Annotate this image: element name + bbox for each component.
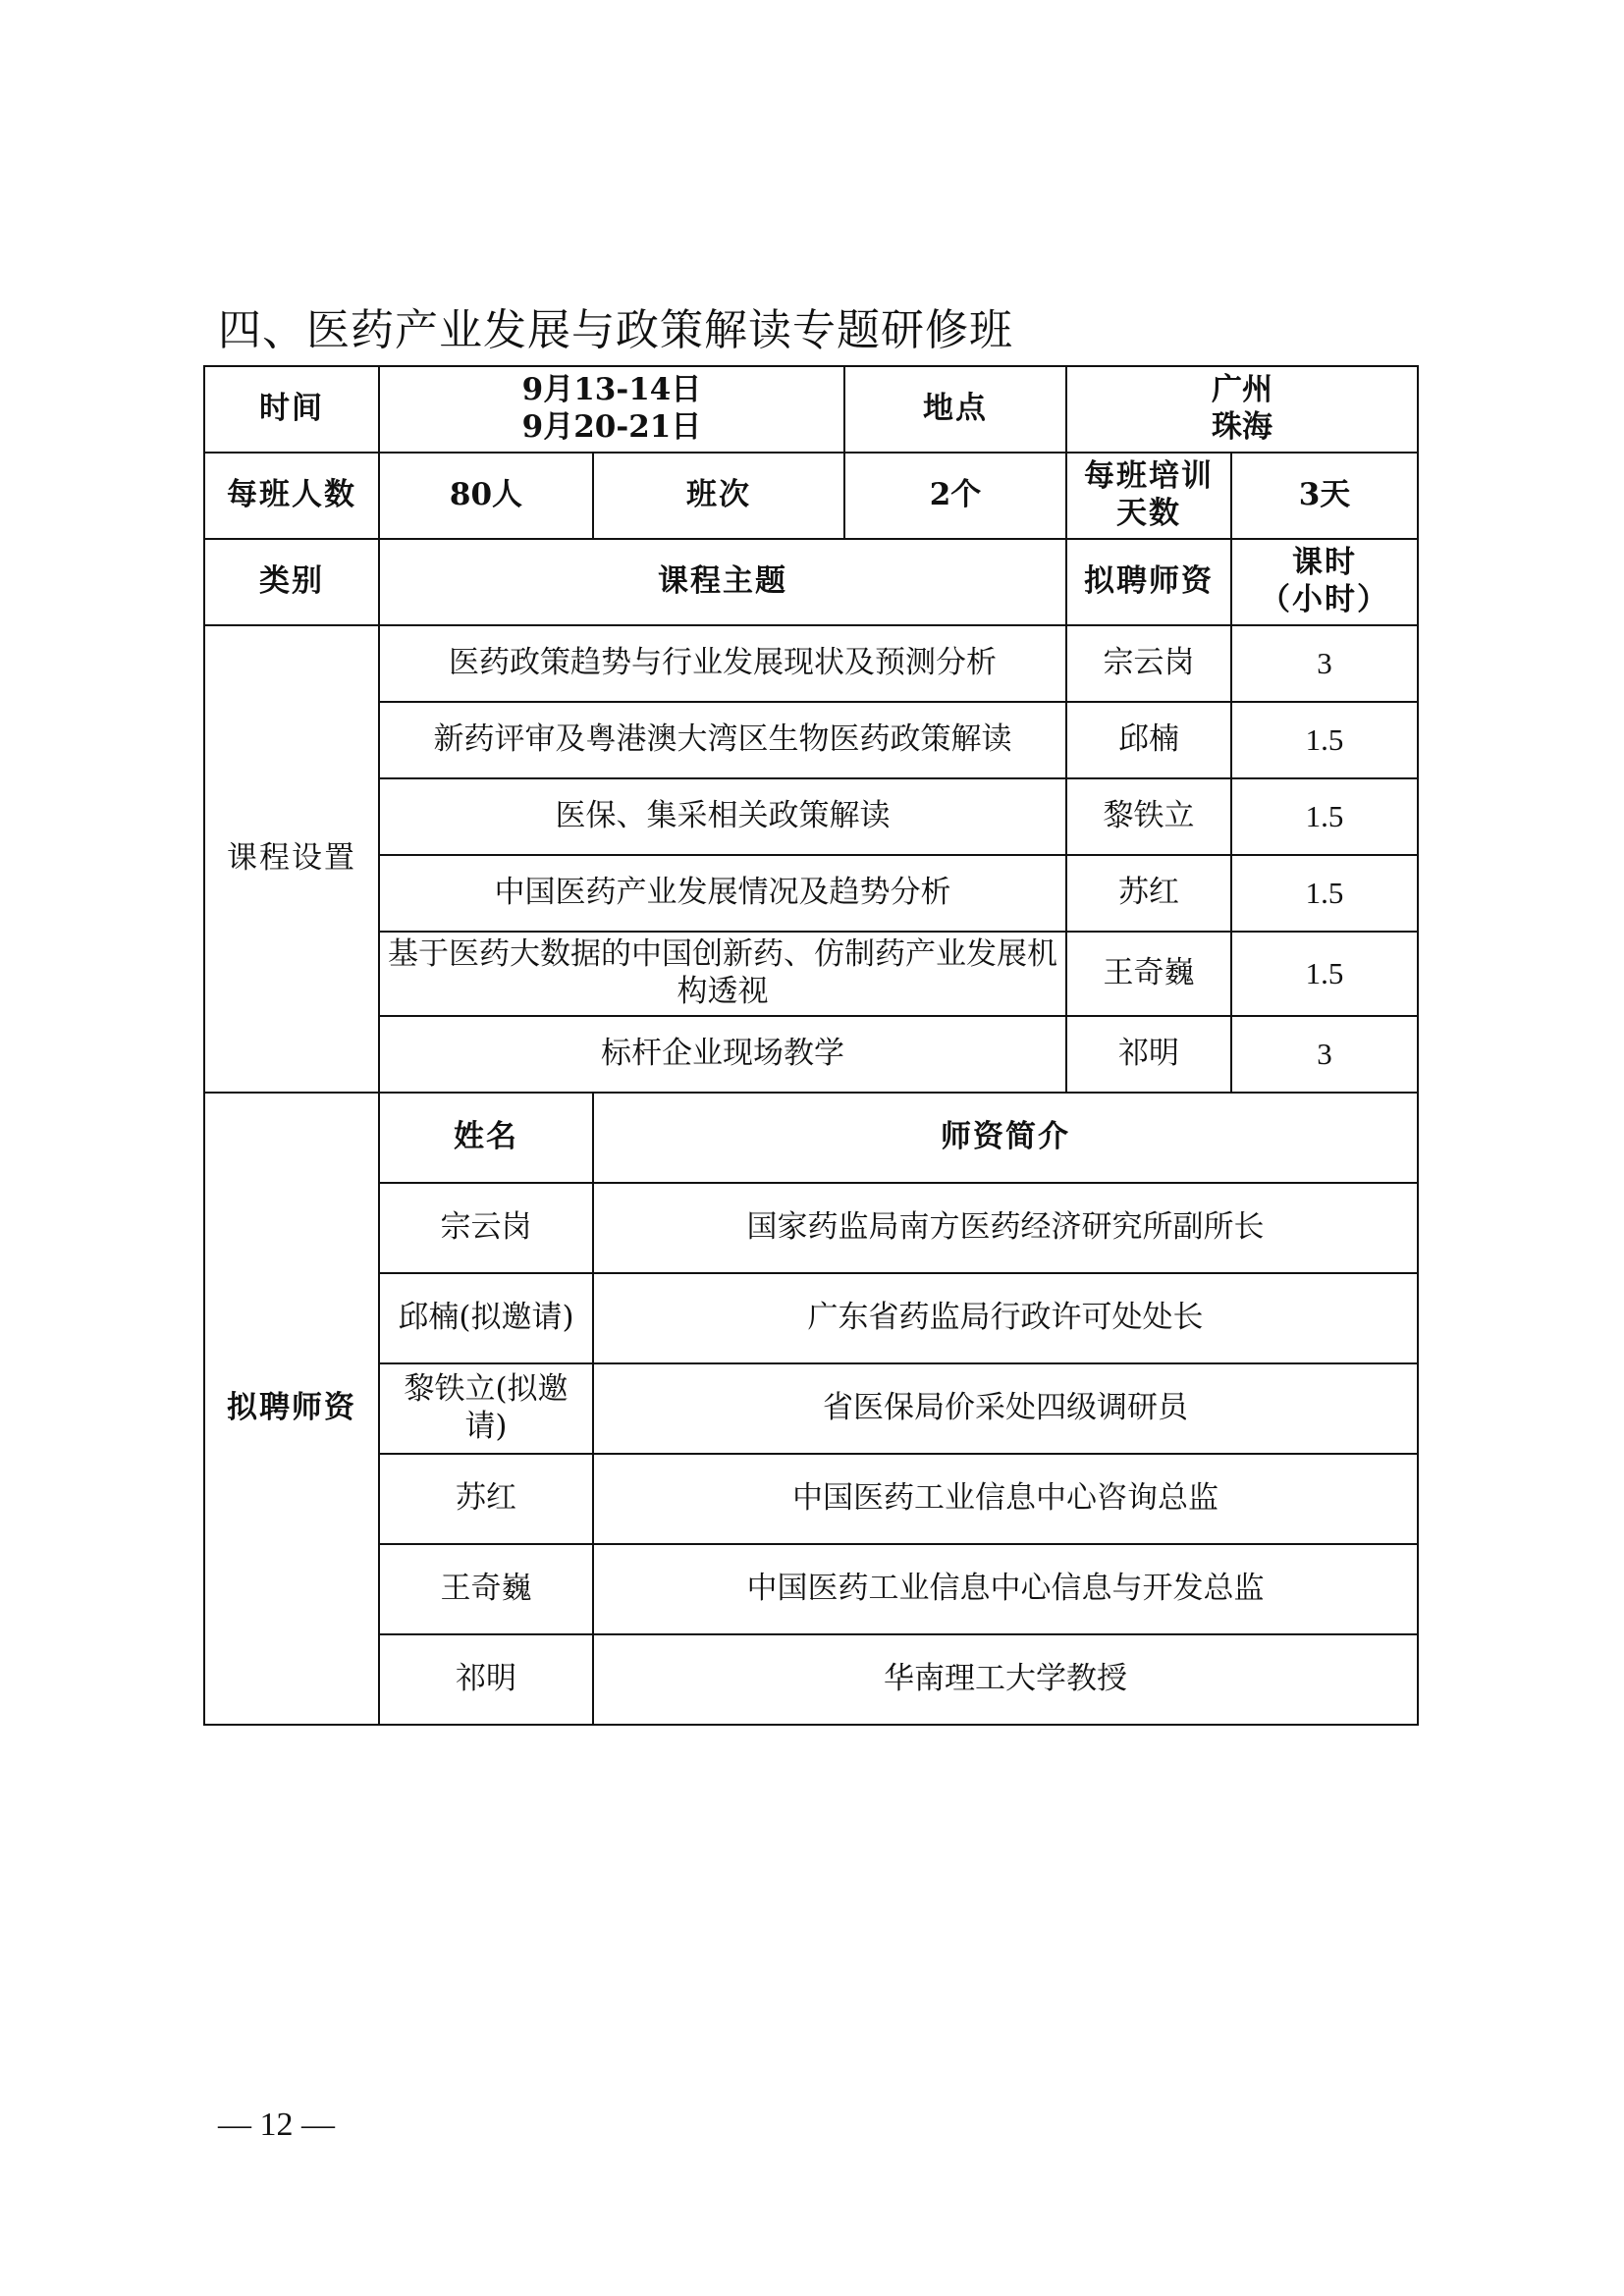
place-value <box>1066 366 1418 453</box>
course-row <box>204 625 1418 702</box>
course-topic: 基于医药大数据的中国创新药、仿制药产业发展机构透视 <box>379 932 1066 1016</box>
time-value <box>379 366 844 453</box>
training-schedule-table <box>203 365 1419 1726</box>
course-hours: 3 <box>1231 625 1418 702</box>
teacher-name: 王奇巍 <box>379 1544 593 1634</box>
sessions-label: 班次 <box>593 453 844 539</box>
hours-header <box>1231 539 1418 625</box>
course-teacher: 祁明 <box>1066 1016 1231 1093</box>
teacher-name: 祁明 <box>379 1634 593 1725</box>
course-teacher: 宗云岗 <box>1066 625 1231 702</box>
course-topic: 中国医药产业发展情况及趋势分析 <box>379 855 1066 932</box>
page-number: — 12 — <box>218 2107 335 2143</box>
course-header-row <box>204 539 1418 625</box>
teacher-header-row <box>204 1093 1418 1183</box>
time-place-row <box>204 366 1418 453</box>
teacher-intro: 中国医药工业信息中心信息与开发总监 <box>593 1544 1418 1634</box>
teacher-name: 苏红 <box>379 1454 593 1544</box>
course-category: 课程设置 <box>204 625 379 1093</box>
days-label-line-1: 每班培训 <box>1084 458 1214 495</box>
course-teacher: 邱楠 <box>1066 702 1231 778</box>
teacher-row <box>204 1363 1418 1454</box>
course-row <box>204 855 1418 932</box>
course-hours: 1.5 <box>1231 778 1418 855</box>
days-value: 3天 <box>1231 453 1418 539</box>
teacher-category: 拟聘师资 <box>204 1093 379 1725</box>
days-label-line-2: 天数 <box>1116 496 1181 531</box>
course-row <box>204 778 1418 855</box>
course-teacher: 王奇巍 <box>1066 932 1231 1016</box>
topic-header: 课程主题 <box>379 539 1066 625</box>
category-header: 类别 <box>204 539 379 625</box>
course-row <box>204 1016 1418 1093</box>
place-line-1: 广州 <box>1212 372 1272 408</box>
days-label <box>1066 453 1231 539</box>
teacher-name: 宗云岗 <box>379 1183 593 1273</box>
class-size-value: 80人 <box>379 453 593 539</box>
sessions-value: 2个 <box>844 453 1066 539</box>
place-label: 地点 <box>844 366 1066 453</box>
course-hours: 1.5 <box>1231 932 1418 1016</box>
place-line-2: 珠海 <box>1212 409 1272 445</box>
teacher-intro: 省医保局价采处四级调研员 <box>593 1363 1418 1454</box>
course-hours: 3 <box>1231 1016 1418 1093</box>
name-header: 姓名 <box>379 1093 593 1183</box>
course-hours: 1.5 <box>1231 702 1418 778</box>
teacher-name: 黎铁立(拟邀请) <box>379 1363 593 1454</box>
course-teacher: 苏红 <box>1066 855 1231 932</box>
course-row <box>204 932 1418 1016</box>
course-teacher: 黎铁立 <box>1066 778 1231 855</box>
course-topic: 新药评审及粤港澳大湾区生物医药政策解读 <box>379 702 1066 778</box>
teacher-intro: 华南理工大学教授 <box>593 1634 1418 1725</box>
class-info-row <box>204 453 1418 539</box>
teacher-row <box>204 1544 1418 1634</box>
class-size-label: 每班人数 <box>204 453 379 539</box>
teacher-row <box>204 1183 1418 1273</box>
course-hours: 1.5 <box>1231 855 1418 932</box>
teacher-row <box>204 1273 1418 1363</box>
time-line-2: 9月20-21日 <box>521 409 702 445</box>
hours-header-line-2: （小时） <box>1260 582 1389 617</box>
teacher-row <box>204 1454 1418 1544</box>
teacher-header: 拟聘师资 <box>1066 539 1231 625</box>
time-line-1: 9月13-14日 <box>521 372 702 408</box>
teacher-intro: 广东省药监局行政许可处处长 <box>593 1273 1418 1363</box>
teacher-name: 邱楠(拟邀请) <box>379 1273 593 1363</box>
course-topic: 医保、集采相关政策解读 <box>379 778 1066 855</box>
page-title: 四、医药产业发展与政策解读专题研修班 <box>218 305 1013 355</box>
course-row <box>204 702 1418 778</box>
teacher-row <box>204 1634 1418 1725</box>
teacher-intro: 中国医药工业信息中心咨询总监 <box>593 1454 1418 1544</box>
time-label: 时间 <box>204 366 379 453</box>
intro-header: 师资简介 <box>593 1093 1418 1183</box>
teacher-intro: 国家药监局南方医药经济研究所副所长 <box>593 1183 1418 1273</box>
hours-header-line-1: 课时 <box>1292 545 1357 581</box>
course-topic: 标杆企业现场教学 <box>379 1016 1066 1093</box>
course-topic: 医药政策趋势与行业发展现状及预测分析 <box>379 625 1066 702</box>
